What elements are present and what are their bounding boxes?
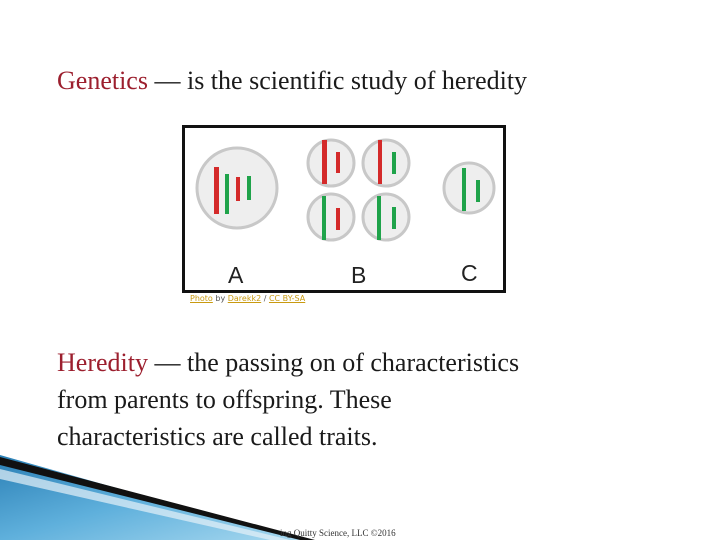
label-a: A xyxy=(228,262,244,288)
heredity-line-1-text: — the passing on of characteristics xyxy=(147,348,520,377)
genetics-definition-text: — is the scientific study of heredity xyxy=(147,66,528,95)
cell-c-circle xyxy=(444,163,494,213)
cell-b3-circle xyxy=(308,194,354,240)
chromosome xyxy=(322,140,327,184)
chromosome xyxy=(322,196,326,240)
credit-by: by xyxy=(212,294,228,303)
cell-c xyxy=(444,163,494,213)
chromosome xyxy=(247,176,251,200)
chromosome xyxy=(392,152,396,174)
chromosome xyxy=(225,174,229,214)
chromosome xyxy=(377,196,381,240)
chromosome xyxy=(336,152,340,173)
heredity-term: Heredity xyxy=(57,348,148,377)
genetics-term: Genetics xyxy=(57,66,148,95)
author-link[interactable]: Darekk2 xyxy=(227,294,262,303)
chromosome xyxy=(336,208,340,230)
label-c: C xyxy=(461,260,478,286)
chromosome-diagram xyxy=(185,128,503,290)
cell-a xyxy=(197,148,277,228)
chromosome xyxy=(392,207,396,229)
label-b: B xyxy=(351,262,367,288)
cell-b4-circle xyxy=(363,194,409,240)
license-link[interactable]: CC BY-SA xyxy=(268,294,306,303)
chromosome xyxy=(214,167,219,214)
cell-b1-circle xyxy=(308,140,354,186)
photo-credit xyxy=(190,294,305,303)
heredity-line-1 xyxy=(57,346,519,380)
chromosome-figure xyxy=(182,125,506,293)
chromosome xyxy=(462,168,466,211)
genetics-definition xyxy=(57,64,527,98)
heredity-line-2: from parents to offspring. These xyxy=(57,385,392,414)
chromosome xyxy=(378,140,382,184)
copyright-footer: ing Quitty Science, LLC ©2016 xyxy=(280,528,396,538)
cells-b xyxy=(308,140,409,240)
chromosome xyxy=(476,180,480,202)
heredity-line-3: characteristics are called traits. xyxy=(57,422,378,451)
credit-sep: / xyxy=(261,294,269,303)
photo-link[interactable]: Photo xyxy=(190,294,213,303)
cell-b2-circle xyxy=(363,140,409,186)
chromosome xyxy=(236,177,240,201)
